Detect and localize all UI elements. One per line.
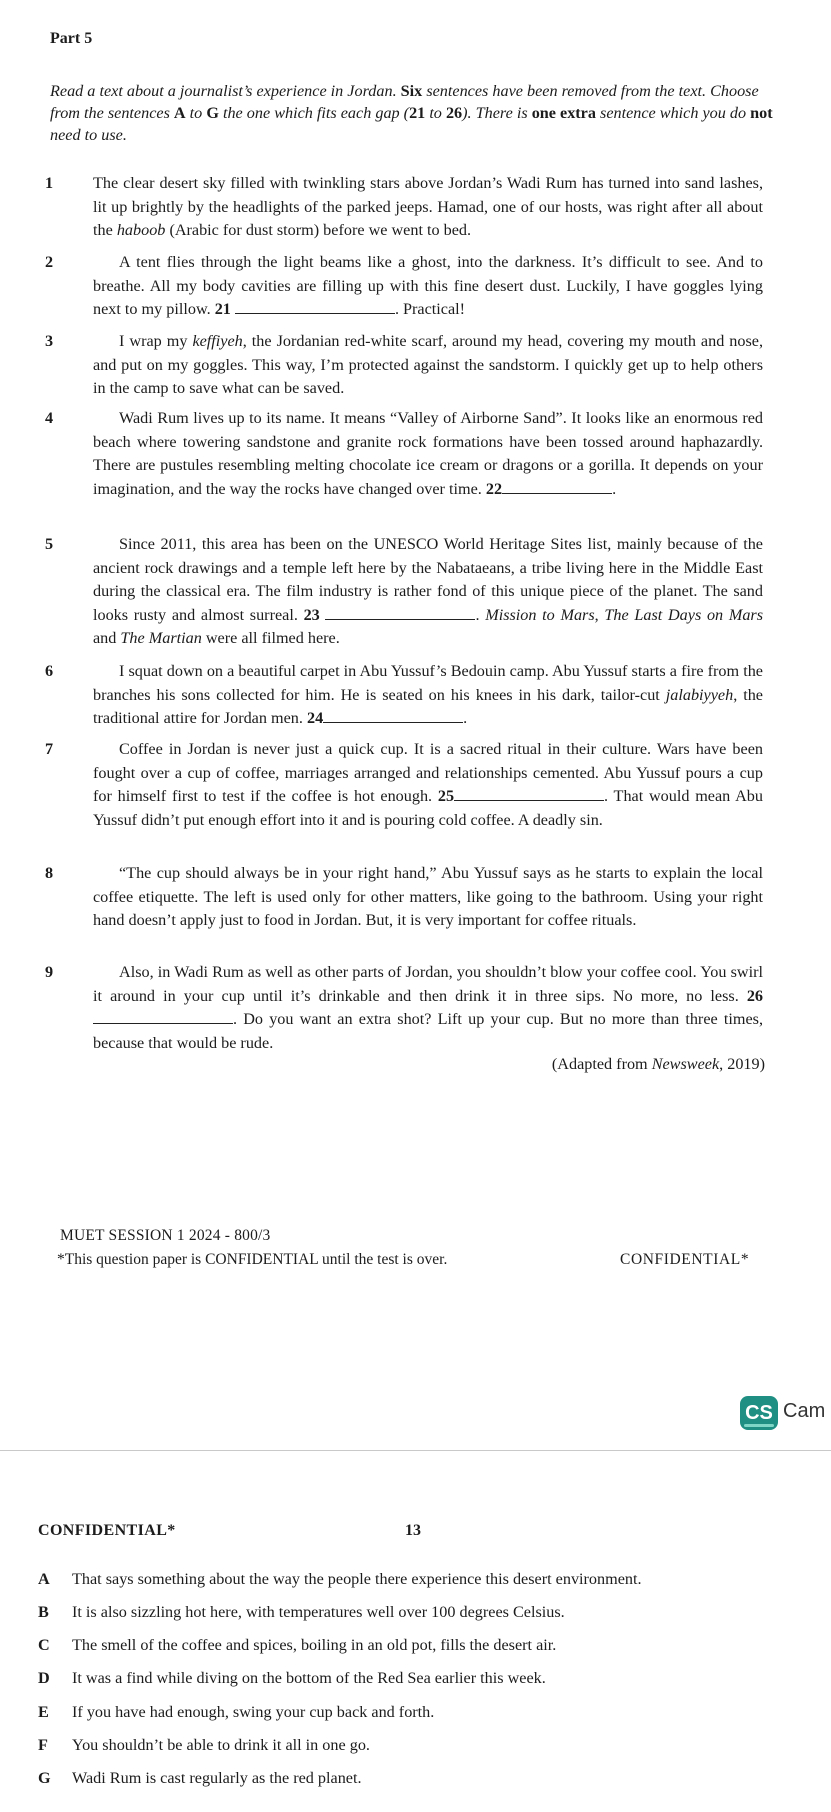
gap-blank-21[interactable] xyxy=(235,299,395,314)
option-letter: E xyxy=(38,1703,49,1721)
paragraph-text xyxy=(93,961,763,1055)
text-run: . xyxy=(463,709,468,727)
text-run: . Practical! xyxy=(394,300,466,318)
paragraph-text xyxy=(93,407,763,501)
gap-number-26: 26 xyxy=(746,986,763,1005)
paragraph-text xyxy=(93,738,763,832)
instr-bold: one extra xyxy=(531,104,596,122)
paragraph-5 xyxy=(45,533,763,651)
paragraph-number: 9 xyxy=(45,963,54,981)
option-letter: F xyxy=(38,1736,48,1754)
text-run: , the Jordanian red-white scarf, around my head, covering my mouth and nose, and put on my goggles. This way, I’m protected against the sandstorm. I quickly get up to help others in the camp to save what can be saved. xyxy=(93,332,764,397)
gap-number-21: 21 xyxy=(214,300,231,318)
source-title: Newsweek xyxy=(651,1055,720,1073)
paragraph-text xyxy=(93,533,763,651)
instr-text: sentences have been removed from the text. Choose from the sentences xyxy=(50,82,759,122)
text-run: “The cup should always be in your right hand,” Abu Yussuf says as he starts to explain the local coffee etiquette. The left is used only for other matters, like going to the bathroom. Using your right hand doesn’t apply just to food in Jordan. But, it is very important for coffee rituals. xyxy=(93,864,763,929)
text-run: . xyxy=(475,605,486,624)
source-suffix: , 2019) xyxy=(719,1055,765,1073)
text-run: A tent flies through the light beams like a ghost, into the darkness. It’s difficult to see. And to breathe. All my body cavities are filling up with this fine desert dust. Luckily, I have goggles lying next to my pillow. xyxy=(93,253,763,318)
text-run: Wadi Rum lives up to its name. It means “Valley of Airborne Sand”. It looks like an enormous red beach where towering sandstone and granite rock formations have been tossed around haphazardly. There are pustules resembling melting chocolate ice cream or dragons or a gorilla. It depends on your imagination, and the way the rocks have changed over time. xyxy=(93,409,763,498)
footer-session: MUET SESSION 1 2024 - 800/3 xyxy=(60,1227,271,1244)
paragraph-number: 6 xyxy=(45,662,54,680)
gap-blank-26[interactable] xyxy=(93,1009,233,1024)
paragraph-number: 7 xyxy=(45,740,54,758)
paragraph-text xyxy=(93,251,763,322)
italic-term: keffiyeh xyxy=(192,332,243,350)
paragraph-number: 8 xyxy=(45,864,54,882)
instr-text: to xyxy=(425,104,446,122)
paragraph-number: 4 xyxy=(45,409,54,427)
footer-confidential: CONFIDENTIAL* xyxy=(620,1251,750,1268)
option-text: Wadi Rum is cast regularly as the red planet. xyxy=(72,1769,362,1787)
gap-blank-24[interactable] xyxy=(323,708,463,723)
instr-text: need to use. xyxy=(50,126,127,144)
text-run: Also, in Wadi Rum as well as other parts of Jordan, you shouldn’t blow your coffee cool. You swirl it around in your cup until it’s drinkable and then drink it in three sips. No more, no less. xyxy=(93,963,763,1005)
option-text: The smell of the coffee and spices, boiling in an old pot, fills the desert air. xyxy=(72,1636,557,1654)
instr-text: the one which fits each gap ( xyxy=(218,104,410,122)
paragraph-4 xyxy=(45,407,763,501)
instr-bold: A xyxy=(173,104,186,122)
instr-text: ). There is xyxy=(462,104,532,122)
gap-blank-22[interactable] xyxy=(502,479,612,494)
gap-blank-25[interactable] xyxy=(454,786,604,801)
text-run: The clear desert sky filled with twinkling stars above Jordan’s Wadi Rum has turned into sand lashes, lit up brightly by the headlights of the parked jeeps. Hamad, one of our hosts, was right after all about the xyxy=(93,174,763,239)
instr-bold: 21 xyxy=(409,104,426,122)
gap-number-25: 25 xyxy=(437,787,455,805)
camscanner-label: Cam xyxy=(783,1400,826,1422)
text-run: I wrap my xyxy=(119,332,193,350)
paragraph-number: 3 xyxy=(45,332,54,350)
option-letter: D xyxy=(38,1669,50,1687)
gap-blank-23[interactable] xyxy=(325,605,475,620)
text-run: . That would mean Abu Yussuf didn’t put enough effort into it and is pouring cold coffee. A deadly sin. xyxy=(93,787,763,829)
text-run: . Do you want an extra shot? Lift up your cup. But no more than three times, because that would be rude. xyxy=(93,1010,763,1052)
option-letter: C xyxy=(38,1636,50,1654)
option-letter: G xyxy=(38,1769,51,1787)
italic-term: jalabiyyeh xyxy=(665,685,734,704)
option-text: It was a find while diving on the bottom of the Red Sea earlier this week. xyxy=(72,1669,546,1687)
text-run: and xyxy=(93,629,121,647)
italic-title: The Last Days on Mars xyxy=(604,605,764,624)
paragraph-9 xyxy=(45,961,763,1055)
option-letter: A xyxy=(38,1570,50,1588)
option-b xyxy=(38,1603,798,1622)
text-run: I squat down on a beautiful carpet in Abu Yussuf’s Bedouin camp. Abu Yussuf starts a fire from the branches his sons collected for him. He is seated on his knees in his dark, tailor-cut xyxy=(93,662,763,704)
gap-number-24: 24 xyxy=(306,709,324,727)
option-text: If you have had enough, swing your cup back and forth. xyxy=(72,1703,435,1721)
option-text: You shouldn’t be able to drink it all in one go. xyxy=(72,1736,370,1754)
page-divider xyxy=(0,1450,831,1451)
text-run: Since 2011, this area has been on the UNESCO World Heritage Sites list, mainly because of the ancient rock drawings and a temple left here by the Nabataeans, a tribe living here in the Middle East during the classical era. The film industry is rather fond of this unique piece of the planet. The sand looks rusty and almost surreal. xyxy=(93,535,763,624)
source-prefix: (Adapted from xyxy=(551,1055,652,1073)
paragraph-8 xyxy=(45,862,763,933)
instructions xyxy=(50,80,780,146)
part-title: Part 5 xyxy=(50,30,93,47)
instr-text: to xyxy=(185,104,207,122)
paragraph-2 xyxy=(45,251,763,322)
paragraph-3 xyxy=(45,330,763,401)
instr-bold: Six xyxy=(400,82,423,100)
text-run: , the traditional attire for Jordan men. xyxy=(93,685,763,727)
source-citation xyxy=(552,1055,765,1074)
paragraph-7 xyxy=(45,738,763,832)
text-run: Coffee in Jordan is never just a quick cup. It is a sacred ritual in their culture. Wars have been fought over a cup of coffee, marriages arranged and relationships cemented. Abu Yussuf pours a cup for himself first to test if the coffee is hot enough. xyxy=(93,740,763,805)
gap-number-22: 22 xyxy=(485,479,503,498)
option-letter: B xyxy=(38,1603,49,1621)
paragraph-6 xyxy=(45,660,763,731)
option-a xyxy=(38,1570,798,1589)
option-f xyxy=(38,1736,798,1755)
instr-text: sentence which you do xyxy=(595,104,751,122)
page-number: 13 xyxy=(405,1522,421,1539)
paragraph-number: 1 xyxy=(45,174,54,192)
italic-title: Mission to Mars xyxy=(485,605,595,624)
text-run: (Arabic for dust storm) before we went to bed. xyxy=(165,221,472,239)
paragraph-text xyxy=(93,660,763,731)
option-g xyxy=(38,1769,798,1788)
instr-text: Read a text about a journalist’s experience in Jordan. xyxy=(50,82,401,100)
instr-bold: 26 xyxy=(445,104,463,122)
text-run: were all filmed here. xyxy=(201,629,340,647)
italic-term: haboob xyxy=(116,221,166,239)
paragraph-number: 2 xyxy=(45,253,54,271)
instr-bold: G xyxy=(206,104,219,122)
option-c xyxy=(38,1636,798,1655)
option-d xyxy=(38,1669,798,1688)
option-e xyxy=(38,1703,798,1722)
paragraph-text xyxy=(93,172,763,243)
page13-confidential: CONFIDENTIAL* xyxy=(38,1522,176,1539)
text-run: , xyxy=(594,605,605,624)
instr-bold: not xyxy=(750,104,773,122)
option-text: It is also sizzling hot here, with temperatures well over 100 degrees Celsius. xyxy=(72,1603,565,1621)
footer-note: *This question paper is CONFIDENTIAL until the test is over. xyxy=(57,1251,448,1268)
text-run: . xyxy=(612,479,617,498)
option-text: That says something about the way the people there experience this desert environment. xyxy=(72,1570,642,1588)
camscanner-logo-icon: CS xyxy=(740,1396,778,1430)
gap-number-23: 23 xyxy=(303,605,320,624)
paragraph-text xyxy=(93,330,763,401)
paragraph-number: 5 xyxy=(45,535,54,553)
italic-title: The Martian xyxy=(120,629,202,647)
paragraph-1 xyxy=(45,172,763,243)
paragraph-text xyxy=(93,862,763,933)
